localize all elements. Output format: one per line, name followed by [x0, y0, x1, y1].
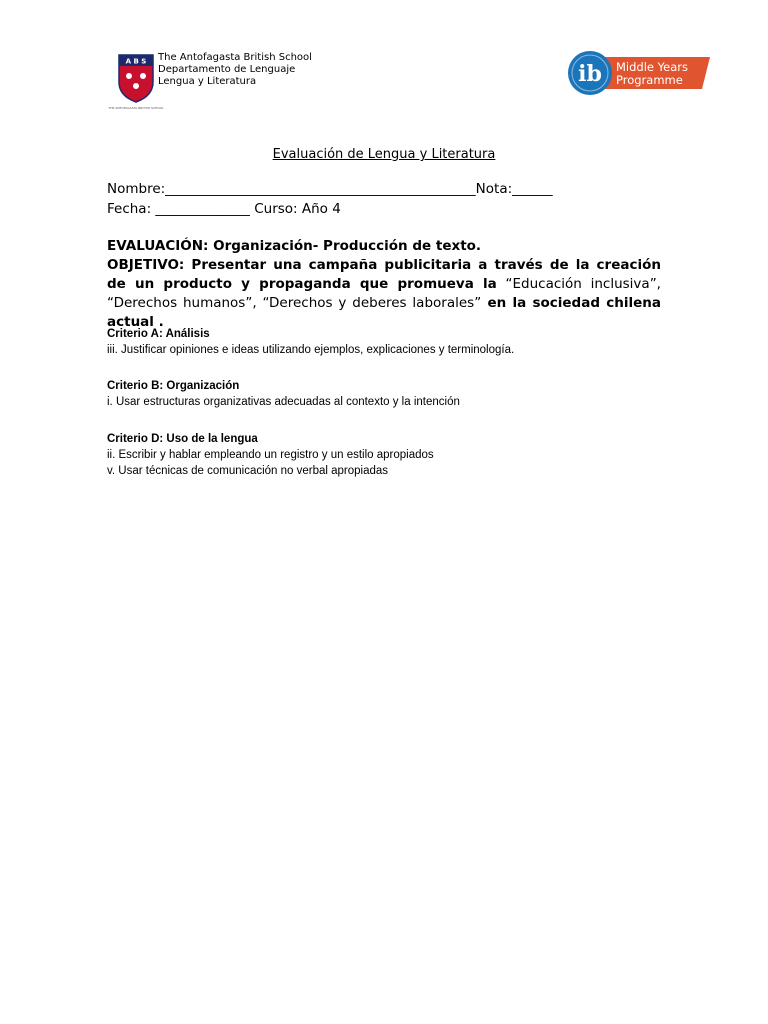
objetivo-bold: OBJETIVO: Presentar una campaña publicitaria a través de la creación de un producto y propaganda que promueva la	[107, 257, 661, 292]
subject-name: Lengua y Literatura	[158, 76, 257, 87]
criterion-d	[107, 431, 434, 479]
school-info	[158, 52, 312, 88]
school-crest-logo	[108, 52, 164, 112]
objective-block	[107, 237, 661, 332]
criterion-item: iii. Justificar opiniones e ideas utilizando ejemplos, explicaciones y terminología.	[107, 344, 515, 356]
criterion-item: ii. Escribir y hablar empleando un registro y un estilo apropiados	[107, 449, 434, 461]
criterion-b	[107, 378, 460, 410]
ib-myp-logo	[566, 49, 712, 97]
criterion-heading: Criterio A: Análisis	[107, 328, 210, 340]
ib-programme-line1: Middle Years	[616, 60, 688, 74]
objetivo-themes: “Educación inclusiva”, “Derechos humanos”, “Derechos y deberes laborales”	[107, 276, 661, 311]
criterion-heading: Criterio D: Uso de la lengua	[107, 433, 258, 445]
crest-letters: A B S	[125, 57, 147, 66]
department-name: Departamento de Lenguaje	[158, 64, 296, 75]
objetivo-paragraph	[107, 256, 661, 332]
criterion-heading: Criterio B: Organización	[107, 380, 240, 392]
ib-programme-line2: Programme	[616, 73, 683, 87]
objetivo-end: en la sociedad chilena actual .	[107, 295, 661, 330]
criterion-a	[107, 326, 514, 358]
crest-caption: THE ANTOFAGASTA BRITISH SCHOOL	[108, 106, 164, 110]
fecha-curso-line: Fecha: ______________ Curso: Año 4	[107, 201, 341, 217]
school-name: The Antofagasta British School	[158, 52, 312, 63]
criterion-item: v. Usar técnicas de comunicación no verbal apropiadas	[107, 465, 389, 477]
evaluacion-heading: EVALUACIÓN: Organización- Producción de texto.	[107, 238, 482, 254]
page-title: Evaluación de Lengua y Literatura	[272, 147, 496, 162]
nombre-nota-line: Nombre:______________________________________________Nota:______	[107, 181, 553, 197]
ib-mark: ib	[578, 61, 602, 87]
criterion-item: i. Usar estructuras organizativas adecuadas al contexto y la intención	[107, 396, 460, 408]
